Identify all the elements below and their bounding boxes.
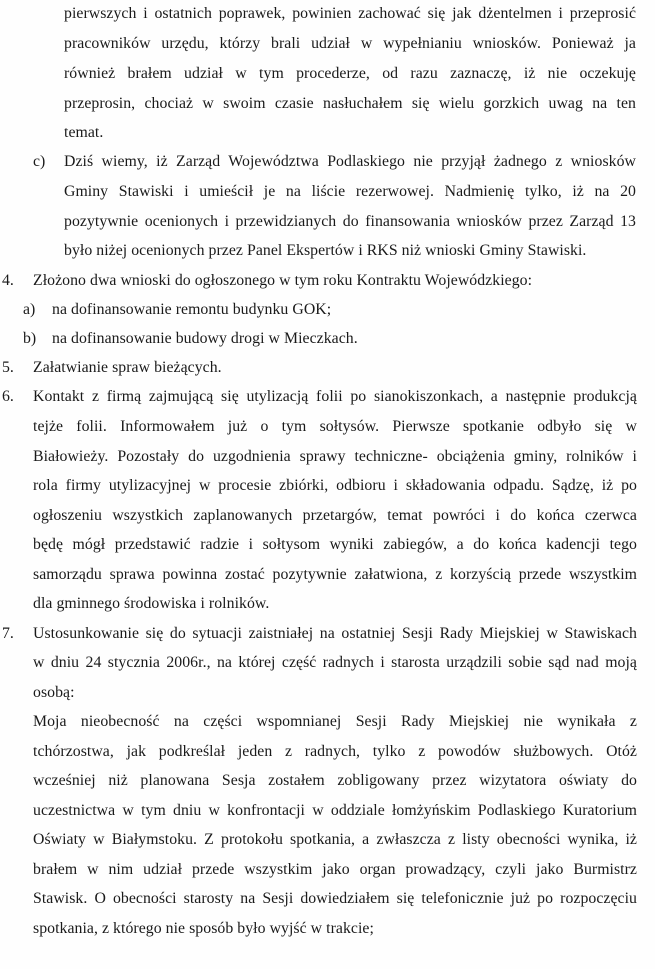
text-line: ogłoszeniu wszystkich zaplanowanych przetargów, temat powróci i do końca czerwca: [33, 507, 637, 524]
text-line: tejże folii. Informowałem już o tym sołtysów. Pierwsze spotkanie odbyło się w: [33, 418, 637, 435]
text-line: Białowieży. Pozostały do uzgodnienia sprawy techniczne- obciążenia gminy, rolników i: [33, 448, 637, 465]
text-line: uczestnictwa w tym dniu w konfrontacji w oddziale łomżyńskim Podlaskiego Kuratorium: [33, 802, 637, 819]
text-line: rola firmy utylizacyjnej w procesie zbiórki, odbioru i składowania odpadu. Sądzę, iż po: [33, 477, 637, 494]
text-line: temat.: [64, 124, 104, 141]
text-line: dla gminnego środowiska i rolników.: [33, 595, 270, 612]
list-marker: 6.: [2, 388, 14, 405]
text-line: wcześniej niż planowana Sesja zostałem zobligowany przez wizytatora oświaty do: [33, 772, 637, 789]
text-line: Załatwianie spraw bieżących.: [33, 359, 222, 376]
text-line: pracowników urzędu, którzy brali udział w wypełnianiu wniosków. Ponieważ ja: [64, 35, 636, 52]
text-line: w dniu 24 stycznia 2006r., na której część radnych i starosta urządzili sobie sąd nad moją: [33, 654, 637, 671]
text-line: osobą:: [33, 684, 75, 701]
text-line: Złożono dwa wnioski do ogłoszonego w tym roku Kontraktu Wojewódzkiego:: [33, 272, 533, 289]
text-line: Kontakt z firmą zajmującą się utylizacją folii po sianokiszonkach, a następnie produkcją: [33, 388, 637, 405]
list-marker: 4.: [2, 272, 14, 289]
text-line: Dziś wiemy, iż Zarząd Województwa Podlaskiego nie przyjął żadnego z wniosków: [64, 153, 636, 170]
text-line: będę mógł przedstawić radzie i sołtysom wyniki zabiegów, a do końca kadencji tego: [33, 536, 637, 553]
text-line: Ustosunkowanie się do sytuacji zaistniałej na ostatniej Sesji Rady Miejskiej w Stawiskach: [33, 625, 637, 642]
text-line: Moja nieobecność na części wspomnianej Sesji Rady Miejskiej nie wynikała z: [33, 713, 637, 730]
list-marker: 7.: [2, 625, 14, 642]
text-line: Gminy Stawiski i umieścił je na liście rezerwowej. Nadmienię tylko, iż na 20: [64, 183, 636, 200]
text-line: Oświaty w Białymstoku. Z protokołu spotkania, a zwłaszcza z listy obecności wynika, iż: [33, 831, 637, 848]
list-marker: 5.: [2, 359, 14, 376]
text-line: pierwszych i ostatnich poprawek, powinien zachować się jak dżentelmen i przeprosić: [64, 5, 636, 22]
text-line: było niżej ocenionych przez Panel Ekspertów i RKS niż wnioski Gminy Stawiski.: [64, 242, 587, 259]
list-marker: c): [33, 153, 46, 170]
text-line: spotkania, z którego nie sposób było wyjść w trakcie;: [33, 920, 374, 937]
text-line: samorządu sprawa powinna zostać pozytywnie załatwiona, z korzyścią przede wszystkim: [33, 566, 637, 583]
text-line: Stawisk. O obecności starosty na Sesji dowiedziałem się telefonicznie już po rozpoczęciu: [33, 890, 637, 907]
text-line: brałem w nim udział przede wszystkim jako organ prowadzący, czyli jako Burmistrz: [33, 861, 637, 878]
list-marker: a): [23, 301, 36, 318]
text-line: pozytywnie ocenionych i przewidzianych do finansowania wniosków przez Zarząd 13: [64, 213, 636, 230]
text-line: na dofinansowanie budowy drogi w Mieczkach.: [52, 330, 358, 347]
text-line: również brałem udział w tym procederze, od razu zaznaczę, iż nie oczekuję: [64, 65, 636, 82]
text-line: na dofinansowanie remontu budynku GOK;: [52, 301, 332, 318]
text-line: przeprosin, chociaż w swoim czasie nasłuchałem się wielu gorzkich uwag na ten: [64, 95, 636, 112]
list-marker: b): [23, 330, 37, 347]
text-line: tchórzostwa, jak podkreślał jeden z radnych, tylko z powodów służbowych. Otóż: [33, 743, 637, 760]
